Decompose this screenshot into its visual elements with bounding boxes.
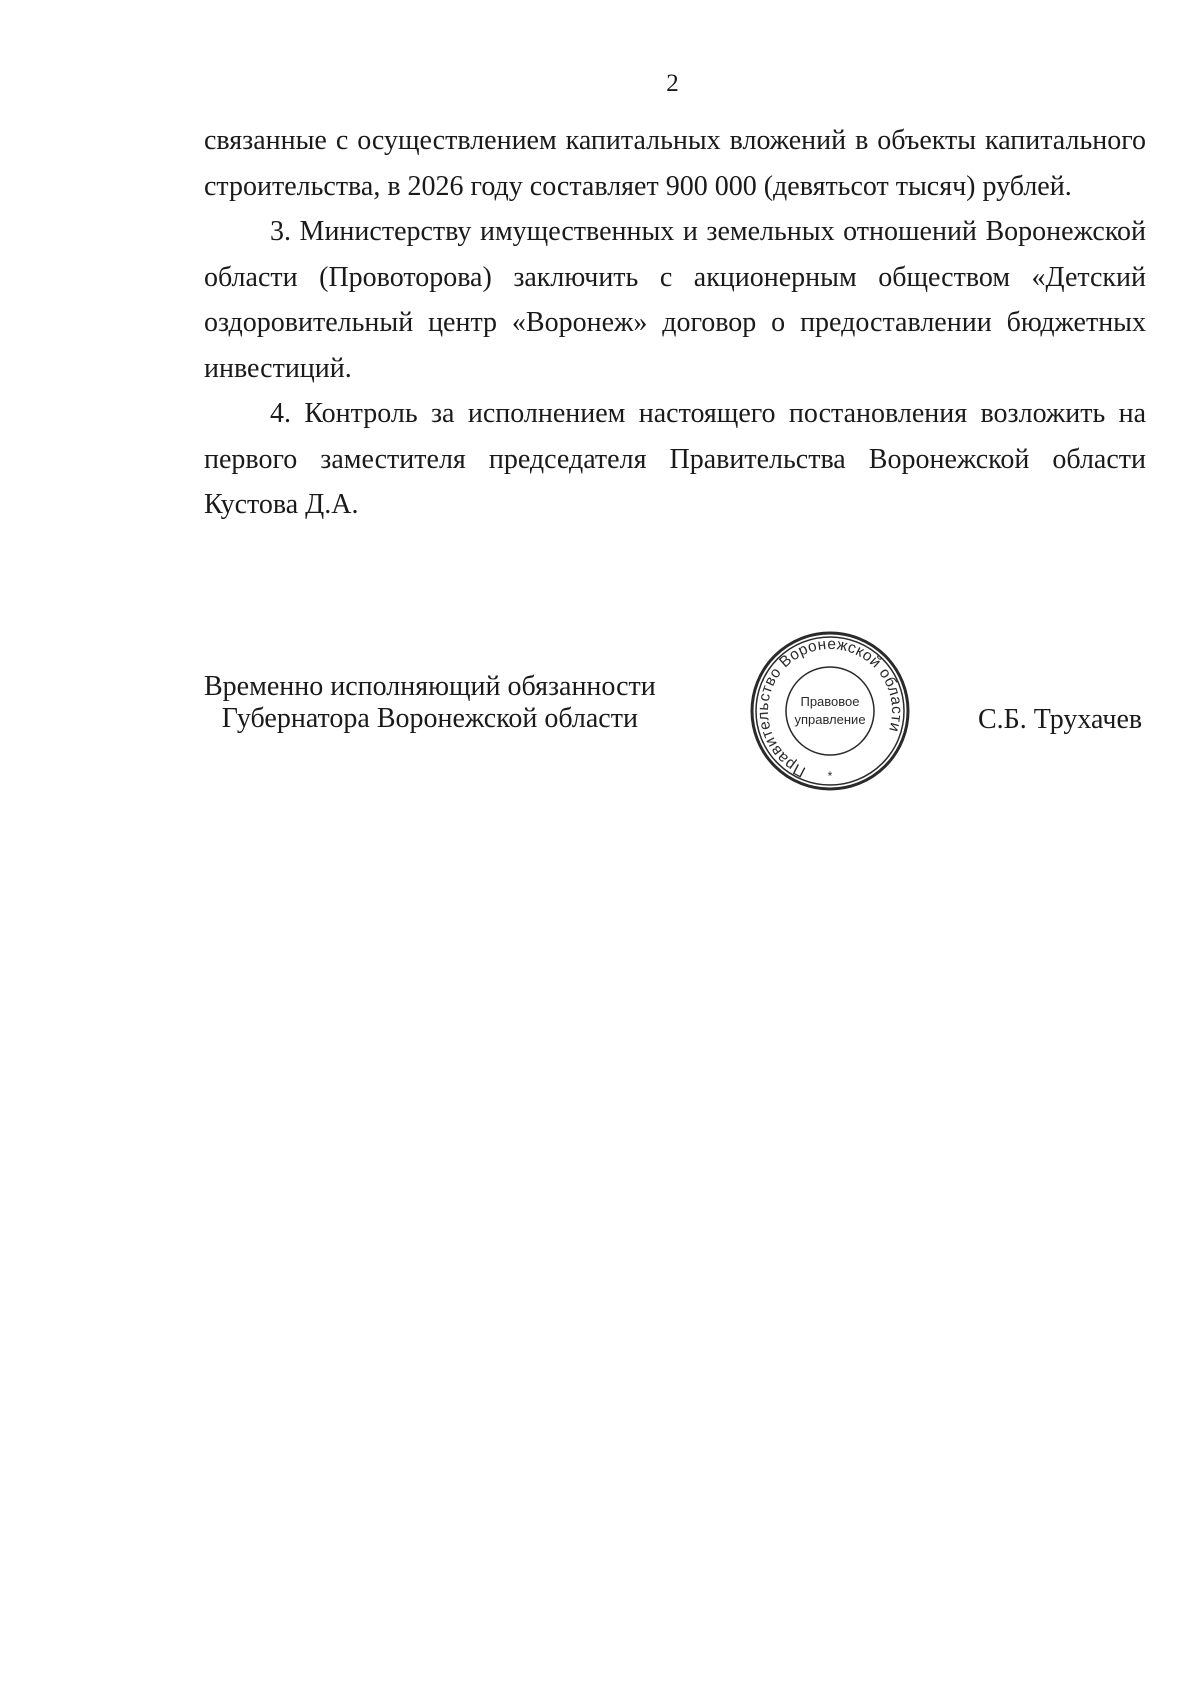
svg-text:управление: управление xyxy=(794,712,866,727)
signatory-name: С.Б. Трухачев xyxy=(978,704,1143,735)
svg-text:Правительство Воронежской обла: Правительство Воронежской области xyxy=(754,635,906,781)
official-stamp xyxy=(749,630,911,792)
signatory-position-line2: Губернатора Воронежской области xyxy=(221,703,638,734)
svg-text:*: * xyxy=(827,769,833,783)
page-number: 2 xyxy=(666,70,679,97)
signatory-position xyxy=(204,671,656,735)
paragraph-item-4: 4. Контроль за исполнением настоящего постановления возложить на первого заместителя председателя Правительства Воронежской области Кустова Д.А. xyxy=(204,398,1146,520)
document-body xyxy=(204,118,1146,528)
svg-text:Правовое: Правовое xyxy=(800,694,860,709)
paragraph-continuation: связанные с осуществлением капитальных вложений в объекты капитального строительства, в 2026 году составляет 900 000 (девятьсот тысяч) рублей. xyxy=(204,125,1146,202)
signatory-position-line1: Временно исполняющий обязанности xyxy=(204,671,656,702)
paragraph-item-3: 3. Министерству имущественных и земельных отношений Воронежской области (Провоторова) заключить с акционерным обществом «Детский оздоровительный центр «Воронеж» договор о предоставлении бюджетных инвестиций. xyxy=(204,216,1146,384)
